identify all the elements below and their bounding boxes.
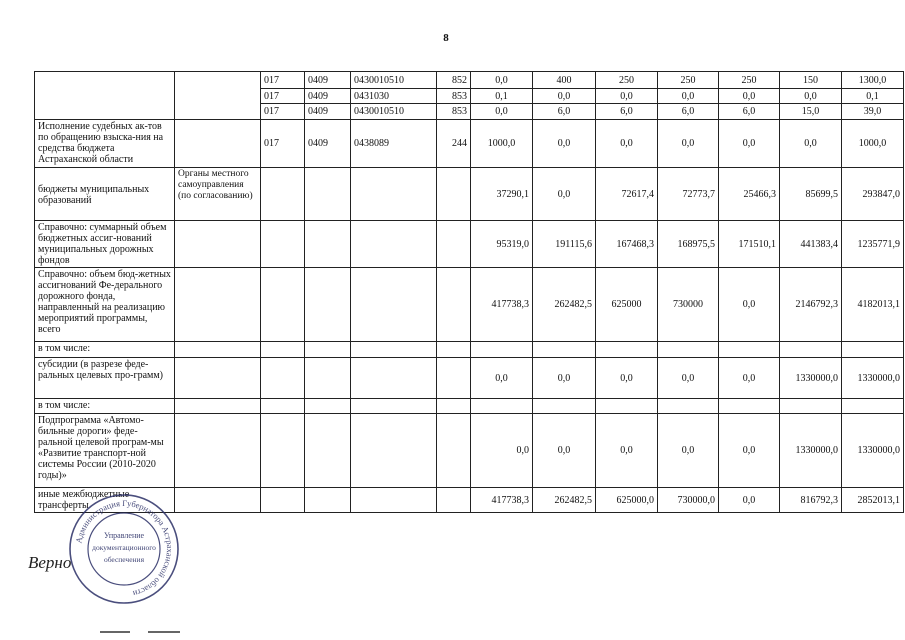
row-description: Подпрограмма «Автомо-бильные дороги» феде-ральной целевой програм-мы «Развитие транспорт-ной системы России (2010-2020 годы)»	[35, 414, 175, 488]
table-row	[35, 342, 904, 358]
stamp-ring-text: Администрация Губернатора Астраханской области	[73, 497, 176, 599]
value-cell: 0,1	[842, 89, 904, 104]
section-code	[305, 168, 351, 221]
value-cell: 6,0	[596, 104, 658, 120]
value-cell: 0,0	[719, 268, 780, 342]
expense-type-code: 852	[437, 72, 471, 89]
value-cell: 400	[533, 72, 596, 89]
value-cell: 167468,3	[596, 221, 658, 268]
grbs-code: 017	[261, 120, 305, 168]
value-cell: 1300,0	[842, 72, 904, 89]
row-organization	[175, 268, 261, 342]
value-cell: 0,0	[719, 120, 780, 168]
section-code	[305, 488, 351, 513]
grbs-code	[261, 399, 305, 414]
value-cell	[842, 342, 904, 358]
table-row	[35, 120, 904, 168]
target-article-code	[351, 221, 437, 268]
target-article-code	[351, 168, 437, 221]
value-cell: 6,0	[533, 104, 596, 120]
value-cell: 1235771,9	[842, 221, 904, 268]
row-organization	[175, 488, 261, 513]
section-code: 0409	[305, 72, 351, 89]
value-cell: 1330000,0	[842, 414, 904, 488]
value-cell: 0,0	[658, 120, 719, 168]
value-cell: 0,0	[533, 89, 596, 104]
row-description: иные межбюджетные трансферты	[35, 488, 175, 513]
grbs-code: 017	[261, 72, 305, 89]
grbs-code: 017	[261, 104, 305, 120]
value-cell	[471, 342, 533, 358]
expense-type-code	[437, 168, 471, 221]
value-cell: 1330000,0	[780, 358, 842, 399]
value-cell: 171510,1	[719, 221, 780, 268]
section-code	[305, 358, 351, 399]
value-cell: 0,0	[533, 414, 596, 488]
section-code	[305, 414, 351, 488]
section-code: 0409	[305, 104, 351, 120]
expense-type-code	[437, 221, 471, 268]
budget-table	[34, 71, 904, 513]
official-stamp	[68, 493, 180, 605]
stamp-center-line-2: документационного	[92, 543, 156, 552]
grbs-code	[261, 414, 305, 488]
section-code	[305, 399, 351, 414]
value-cell: 1000,0	[471, 120, 533, 168]
expense-type-code	[437, 488, 471, 513]
grbs-code	[261, 221, 305, 268]
verno-signature-label: Верно	[28, 553, 72, 572]
value-cell: 730000,0	[658, 488, 719, 513]
section-code: 0409	[305, 89, 351, 104]
value-cell: 6,0	[658, 104, 719, 120]
value-cell: 0,0	[533, 120, 596, 168]
target-article-code	[351, 488, 437, 513]
value-cell: 1330000,0	[842, 358, 904, 399]
value-cell: 95319,0	[471, 221, 533, 268]
row-description	[35, 72, 175, 120]
row-description: Справочно: объем бюд-жетных ассигнований Фе-дерального дорожного фонда, направленный на реализацию мероприятий программы, всего	[35, 268, 175, 342]
expense-type-code	[437, 414, 471, 488]
value-cell: 0,0	[471, 72, 533, 89]
value-cell: 816792,3	[780, 488, 842, 513]
value-cell: 250	[719, 72, 780, 89]
value-cell: 72617,4	[596, 168, 658, 221]
value-cell: 0,0	[780, 89, 842, 104]
value-cell: 250	[658, 72, 719, 89]
grbs-code	[261, 488, 305, 513]
section-code: 0409	[305, 120, 351, 168]
value-cell: 150	[780, 72, 842, 89]
row-description: Справочно: суммарный объем бюджетных ассиг-нований муниципальных дорожных фондов	[35, 221, 175, 268]
value-cell: 417738,3	[471, 268, 533, 342]
value-cell: 25466,3	[719, 168, 780, 221]
value-cell	[719, 399, 780, 414]
expense-type-code: 853	[437, 104, 471, 120]
expense-type-code: 244	[437, 120, 471, 168]
target-article-code: 0430010510	[351, 104, 437, 120]
value-cell: 0,0	[596, 89, 658, 104]
value-cell: 293847,0	[842, 168, 904, 221]
table-row	[35, 72, 904, 89]
grbs-code	[261, 358, 305, 399]
value-cell: 168975,5	[658, 221, 719, 268]
value-cell: 250	[596, 72, 658, 89]
expense-type-code	[437, 342, 471, 358]
target-article-code: 0438089	[351, 120, 437, 168]
target-article-code	[351, 342, 437, 358]
value-cell	[780, 342, 842, 358]
value-cell: 0,0	[533, 358, 596, 399]
row-description: Исполнение судебных ак-тов по обращению взыска-ния на средства бюджета Астраханской области	[35, 120, 175, 168]
value-cell: 15,0	[780, 104, 842, 120]
grbs-code	[261, 342, 305, 358]
value-cell	[533, 399, 596, 414]
value-cell: 0,1	[471, 89, 533, 104]
value-cell: 625000	[596, 268, 658, 342]
stamp-center-line-3: обеспечения	[103, 555, 145, 564]
value-cell: 0,0	[596, 358, 658, 399]
value-cell	[719, 342, 780, 358]
value-cell	[596, 342, 658, 358]
bottom-scan-marks	[100, 630, 220, 634]
stamp-center-line-1: Управление	[103, 531, 145, 540]
target-article-code	[351, 268, 437, 342]
value-cell: 85699,5	[780, 168, 842, 221]
table-row	[35, 399, 904, 414]
value-cell: 0,0	[533, 168, 596, 221]
table-row	[35, 268, 904, 342]
value-cell: 191115,6	[533, 221, 596, 268]
value-cell: 0,0	[596, 414, 658, 488]
section-code	[305, 342, 351, 358]
value-cell: 0,0	[471, 414, 533, 488]
target-article-code	[351, 399, 437, 414]
value-cell: 0,0	[471, 358, 533, 399]
value-cell: 730000	[658, 268, 719, 342]
target-article-code	[351, 358, 437, 399]
value-cell: 1330000,0	[780, 414, 842, 488]
value-cell: 2852013,1	[842, 488, 904, 513]
value-cell: 72773,7	[658, 168, 719, 221]
value-cell: 441383,4	[780, 221, 842, 268]
value-cell: 0,0	[658, 89, 719, 104]
expense-type-code	[437, 358, 471, 399]
row-organization	[175, 221, 261, 268]
value-cell	[658, 342, 719, 358]
row-organization: Органы местного самоуправления (по согласованию)	[175, 168, 261, 221]
grbs-code	[261, 168, 305, 221]
row-organization	[175, 399, 261, 414]
row-description: бюджеты муниципальных образований	[35, 168, 175, 221]
value-cell: 37290,1	[471, 168, 533, 221]
table-row	[35, 221, 904, 268]
expense-type-code	[437, 268, 471, 342]
value-cell: 0,0	[719, 89, 780, 104]
section-code	[305, 268, 351, 342]
value-cell: 4182013,1	[842, 268, 904, 342]
expense-type-code	[437, 399, 471, 414]
value-cell: 625000,0	[596, 488, 658, 513]
target-article-code	[351, 414, 437, 488]
value-cell: 2146792,3	[780, 268, 842, 342]
value-cell	[780, 399, 842, 414]
row-description: субсидии (в разрезе феде-ральных целевых про-грамм)	[35, 358, 175, 399]
section-code	[305, 221, 351, 268]
table-row	[35, 168, 904, 221]
value-cell: 262482,5	[533, 268, 596, 342]
row-organization	[175, 72, 261, 120]
expense-type-code: 853	[437, 89, 471, 104]
target-article-code: 0430010510	[351, 72, 437, 89]
value-cell: 39,0	[842, 104, 904, 120]
row-organization	[175, 358, 261, 399]
value-cell	[658, 399, 719, 414]
value-cell: 0,0	[719, 488, 780, 513]
grbs-code: 017	[261, 89, 305, 104]
table-row	[35, 414, 904, 488]
value-cell	[533, 342, 596, 358]
value-cell: 417738,3	[471, 488, 533, 513]
value-cell: 6,0	[719, 104, 780, 120]
page-number: 8	[443, 32, 449, 44]
value-cell	[471, 399, 533, 414]
target-article-code: 0431030	[351, 89, 437, 104]
value-cell: 0,0	[780, 120, 842, 168]
value-cell	[842, 399, 904, 414]
row-organization	[175, 120, 261, 168]
table-row	[35, 358, 904, 399]
row-description: в том числе:	[35, 399, 175, 414]
value-cell: 0,0	[658, 414, 719, 488]
row-organization	[175, 414, 261, 488]
row-organization	[175, 342, 261, 358]
value-cell: 262482,5	[533, 488, 596, 513]
row-description: в том числе:	[35, 342, 175, 358]
value-cell: 1000,0	[842, 120, 904, 168]
value-cell	[596, 399, 658, 414]
value-cell: 0,0	[719, 414, 780, 488]
value-cell: 0,0	[658, 358, 719, 399]
value-cell: 0,0	[719, 358, 780, 399]
value-cell: 0,0	[471, 104, 533, 120]
value-cell: 0,0	[596, 120, 658, 168]
grbs-code	[261, 268, 305, 342]
